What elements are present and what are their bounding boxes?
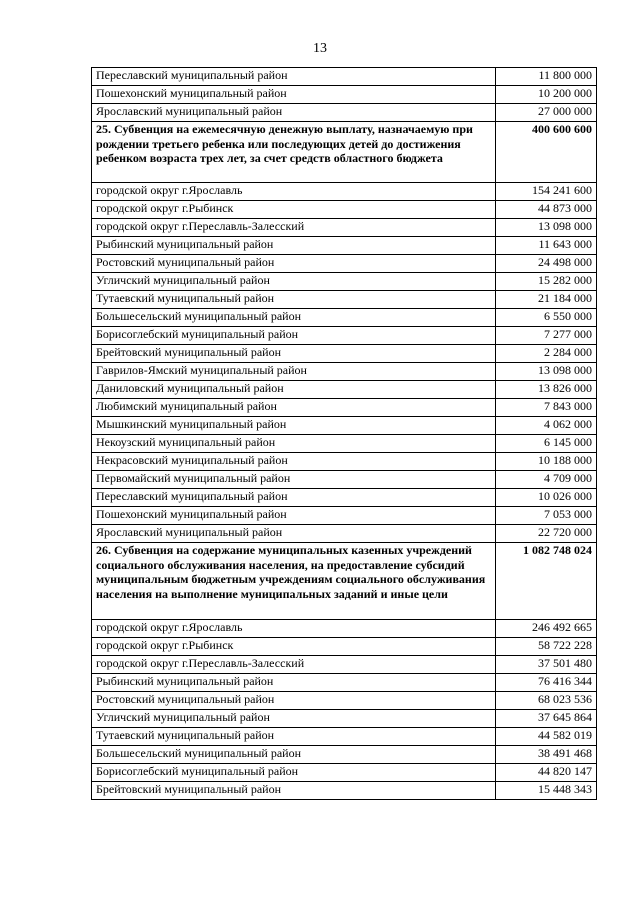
municipality-name: Гаврилов-Ямский муниципальный район	[92, 363, 496, 381]
table-row	[92, 674, 597, 692]
table-row	[92, 764, 597, 782]
amount-value: 246 492 665	[496, 620, 597, 638]
table-row	[92, 183, 597, 201]
municipality-name: Тутаевский муниципальный район	[92, 728, 496, 746]
amount-value: 13 098 000	[496, 363, 597, 381]
section-26-header-row	[92, 543, 597, 620]
table-row	[92, 291, 597, 309]
table-row	[92, 201, 597, 219]
table-row	[92, 525, 597, 543]
section-25-title: 25. Субвенция на ежемесячную денежную выплату, назначаемую при рождении третьего ребенка или последующих детей до достижения ребенком возраста трех лет, за счет средств областного бюджета	[92, 122, 496, 183]
municipality-name: Ростовский муниципальный район	[92, 255, 496, 273]
municipality-name: Некоузский муниципальный район	[92, 435, 496, 453]
municipality-name: Переславский муниципальный район	[92, 68, 496, 86]
amount-value: 10 188 000	[496, 453, 597, 471]
amount-value: 37 501 480	[496, 656, 597, 674]
table-row	[92, 273, 597, 291]
subvention-table	[91, 67, 597, 800]
municipality-name: Тутаевский муниципальный район	[92, 291, 496, 309]
table-row	[92, 728, 597, 746]
amount-value: 24 498 000	[496, 255, 597, 273]
amount-value: 22 720 000	[496, 525, 597, 543]
table-row	[92, 255, 597, 273]
municipality-name: Брейтовский муниципальный район	[92, 782, 496, 800]
municipality-name: городской округ г.Ярославль	[92, 183, 496, 201]
municipality-name: Брейтовский муниципальный район	[92, 345, 496, 363]
amount-value: 13 098 000	[496, 219, 597, 237]
table-row	[92, 656, 597, 674]
municipality-name: Борисоглебский муниципальный район	[92, 764, 496, 782]
amount-value: 154 241 600	[496, 183, 597, 201]
amount-value: 11 643 000	[496, 237, 597, 255]
table-row	[92, 68, 597, 86]
municipality-name: городской округ г.Рыбинск	[92, 638, 496, 656]
municipality-name: Рыбинский муниципальный район	[92, 237, 496, 255]
amount-value: 68 023 536	[496, 692, 597, 710]
table-row	[92, 782, 597, 800]
amount-value: 7 843 000	[496, 399, 597, 417]
amount-value: 13 826 000	[496, 381, 597, 399]
amount-value: 44 582 019	[496, 728, 597, 746]
amount-value: 58 722 228	[496, 638, 597, 656]
amount-value: 44 873 000	[496, 201, 597, 219]
municipality-name: Большесельский муниципальный район	[92, 309, 496, 327]
table-row	[92, 620, 597, 638]
municipality-name: Угличский муниципальный район	[92, 710, 496, 728]
municipality-name: Ростовский муниципальный район	[92, 692, 496, 710]
table-row	[92, 237, 597, 255]
table-row	[92, 692, 597, 710]
municipality-name: Пошехонский муниципальный район	[92, 507, 496, 525]
amount-value: 27 000 000	[496, 104, 597, 122]
table-row	[92, 399, 597, 417]
amount-value: 37 645 864	[496, 710, 597, 728]
amount-value: 7 277 000	[496, 327, 597, 345]
table-row	[92, 104, 597, 122]
amount-value: 10 026 000	[496, 489, 597, 507]
section-26-total: 1 082 748 024	[496, 543, 597, 620]
table-row	[92, 507, 597, 525]
amount-value: 38 491 468	[496, 746, 597, 764]
municipality-name: Первомайский муниципальный район	[92, 471, 496, 489]
municipality-name: городской округ г.Переславль-Залесский	[92, 219, 496, 237]
table-body	[92, 68, 597, 800]
municipality-name: Борисоглебский муниципальный район	[92, 327, 496, 345]
amount-value: 44 820 147	[496, 764, 597, 782]
table-row	[92, 363, 597, 381]
amount-value: 76 416 344	[496, 674, 597, 692]
amount-value: 10 200 000	[496, 86, 597, 104]
table-row	[92, 309, 597, 327]
municipality-name: Некрасовский муниципальный район	[92, 453, 496, 471]
table-row	[92, 638, 597, 656]
table-row	[92, 471, 597, 489]
table-row	[92, 417, 597, 435]
amount-value: 2 284 000	[496, 345, 597, 363]
table-row	[92, 453, 597, 471]
municipality-name: Ярославский муниципальный район	[92, 525, 496, 543]
municipality-name: Угличский муниципальный район	[92, 273, 496, 291]
table-row	[92, 327, 597, 345]
amount-value: 11 800 000	[496, 68, 597, 86]
municipality-name: Любимский муниципальный район	[92, 399, 496, 417]
municipality-name: Ярославский муниципальный район	[92, 104, 496, 122]
table-row	[92, 746, 597, 764]
amount-value: 15 282 000	[496, 273, 597, 291]
table-row	[92, 435, 597, 453]
table-row	[92, 219, 597, 237]
section-25-total: 400 600 600	[496, 122, 597, 183]
municipality-name: Мышкинский муниципальный район	[92, 417, 496, 435]
municipality-name: Рыбинский муниципальный район	[92, 674, 496, 692]
municipality-name: городской округ г.Ярославль	[92, 620, 496, 638]
municipality-name: городской округ г.Переславль-Залесский	[92, 656, 496, 674]
amount-value: 15 448 343	[496, 782, 597, 800]
section-26-title: 26. Субвенция на содержание муниципальных казенных учреждений социального обслуживания населения, на предоставление субсидий муниципальным бюджетным учреждениям социального обслуживания населения на выполнение муниципальных заданий и иные цели	[92, 543, 496, 620]
municipality-name: Пошехонский муниципальный район	[92, 86, 496, 104]
amount-value: 4 709 000	[496, 471, 597, 489]
municipality-name: Даниловский муниципальный район	[92, 381, 496, 399]
table-row	[92, 345, 597, 363]
amount-value: 7 053 000	[496, 507, 597, 525]
municipality-name: городской округ г.Рыбинск	[92, 201, 496, 219]
table-row	[92, 86, 597, 104]
municipality-name: Переславский муниципальный район	[92, 489, 496, 507]
amount-value: 6 550 000	[496, 309, 597, 327]
municipality-name: Большесельский муниципальный район	[92, 746, 496, 764]
table-row	[92, 710, 597, 728]
section-25-header-row	[92, 122, 597, 183]
amount-value: 4 062 000	[496, 417, 597, 435]
page-number: 13	[313, 41, 327, 56]
table-row	[92, 381, 597, 399]
amount-value: 6 145 000	[496, 435, 597, 453]
amount-value: 21 184 000	[496, 291, 597, 309]
table-row	[92, 489, 597, 507]
